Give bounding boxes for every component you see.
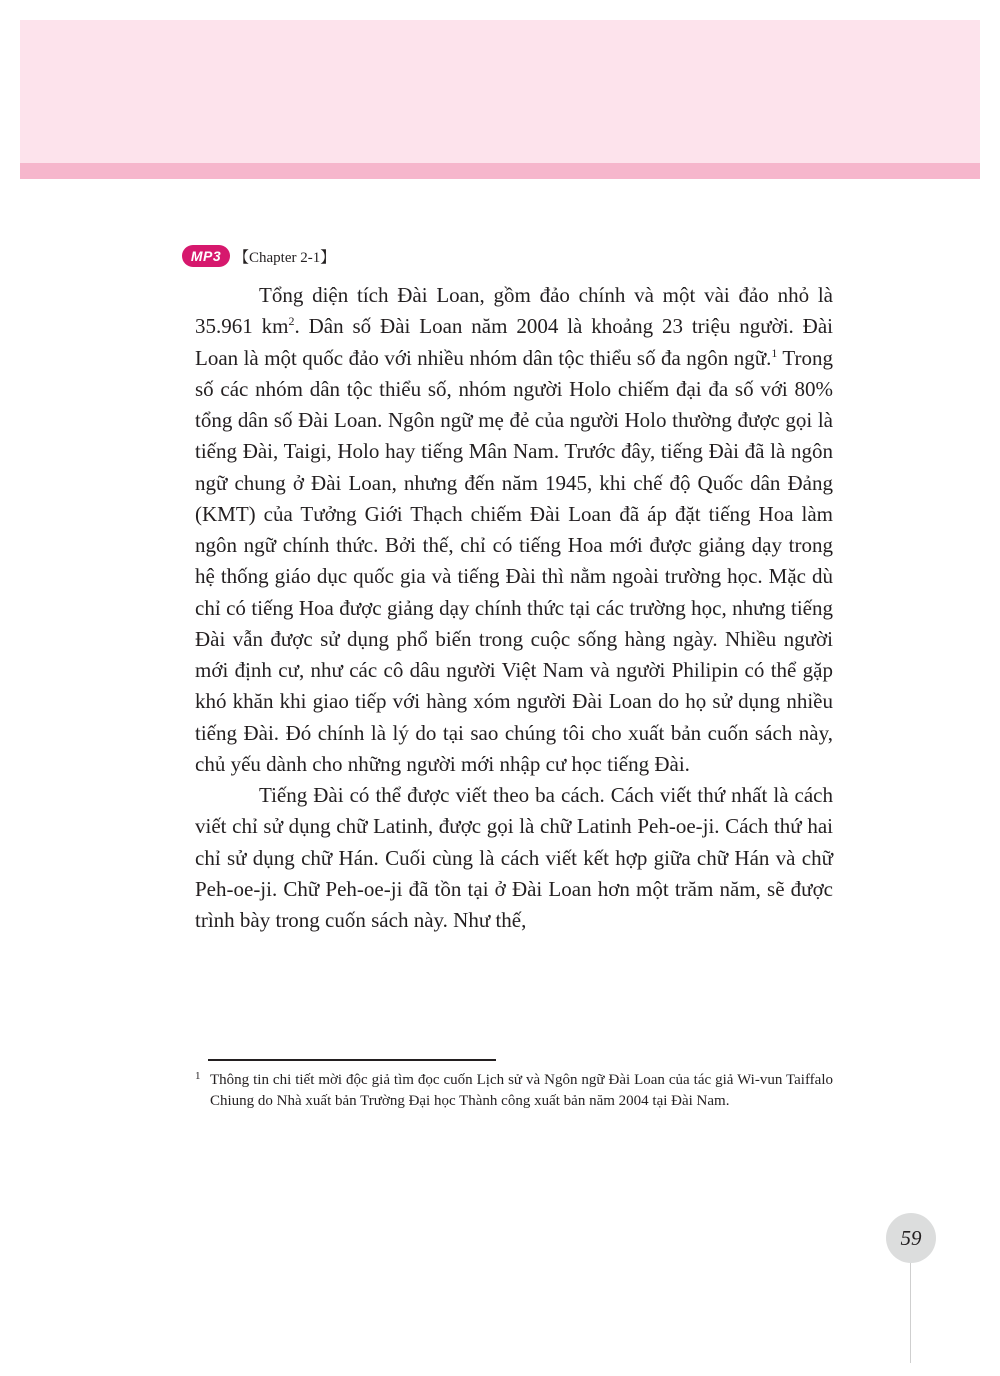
page-number: 59	[900, 1225, 922, 1250]
mp3-badge-icon[interactable]: MP3	[182, 245, 230, 267]
paragraph-1-part-c: Trong số các nhóm dân tộc thiểu số, nhóm người Holo chiếm đại đa số với 80% tổng dân số Đài Loan. Ngôn ngữ mẹ đẻ của người Holo thường được gọi là tiếng Đài, Taigi, Holo hay tiếng Mân Nam. Trước đây, tiếng Đài đã là ngôn ngữ chung ở Đài Loan, nhưng đến năm 1945, khi chế độ Quốc dân Đảng (KMT) của Tưởng Giới Thạch chiếm Đài Loan đã áp đặt tiếng Hoa làm ngôn ngữ chính thức. Bởi thế, chỉ có tiếng Hoa mới được giảng dạy trong hệ thống giáo dục quốc gia và tiếng Đài thì nằm ngoài trường học. Mặc dù chỉ có tiếng Hoa được giảng dạy chính thức tại các trường học, nhưng tiếng Đài vẫn được sử dụng phổ biến trong cuộc sống hàng ngày. Nhiều người mới định cư, như các cô dâu người Việt Nam và người Philipin có thể gặp khó khăn khi giao tiếp với hàng xóm người Đài Loan do họ sử dụng nhiều tiếng Đài. Đó chính là lý do tại sao chúng tôi cho xuất bản cuốn sách này, chủ yếu dành cho những người mới nhập cư học tiếng Đài.	[195, 345, 834, 776]
paragraph-1-part-b: . Dân số Đài Loan năm 2004 là khoảng 23 triệu người. Đài Loan là một quốc đảo với nhiều nhóm dân tộc thiểu số đa ngôn ngữ.	[195, 314, 833, 370]
audio-track-tag[interactable]	[182, 244, 335, 268]
paragraph-2: Tiếng Đài có thể được viết theo ba cách. Cách viết thứ nhất là cách viết chỉ sử dụng chữ Latinh, được gọi là chữ Latinh Peh-oe-ji. Cách thứ hai chỉ sử dụng chữ Hán. Cuối cùng là cách viết kết hợp giữa chữ Hán và chữ Peh-oe-ji. Chữ Peh-oe-ji đã tồn tại ở Đài Loan hơn một trăm năm, sẽ được trình bày trong cuốn sách này. Như thế,	[195, 783, 833, 932]
header-stripe	[20, 163, 980, 179]
footnote-text: Thông tin chi tiết mời độc giả tìm đọc cuốn Lịch sử và Ngôn ngữ Đài Loan của tác giả Wi-vun Taiffalo Chiung do Nhà xuất bản Trường Đại học Thành công xuất bản năm 2004 tại Đài Nam.	[210, 1072, 833, 1109]
footnote-divider	[208, 1059, 496, 1061]
body-text	[195, 280, 833, 936]
superscript-squared: 2	[288, 314, 295, 329]
footnote	[195, 1070, 833, 1112]
footnote-mark: 1	[195, 1070, 201, 1082]
page-number-badge	[886, 1213, 936, 1263]
paragraph-1	[195, 280, 833, 780]
header-band	[20, 20, 980, 163]
chapter-reference: 【Chapter 2-1】	[234, 249, 336, 266]
paragraph-1-part-a: Tổng diện tích Đài Loan, gồm đảo chính và một vài đảo nhỏ là 35.961 km	[195, 283, 833, 339]
page-number-line	[910, 1263, 911, 1363]
footnote-reference[interactable]: 1	[771, 345, 778, 360]
